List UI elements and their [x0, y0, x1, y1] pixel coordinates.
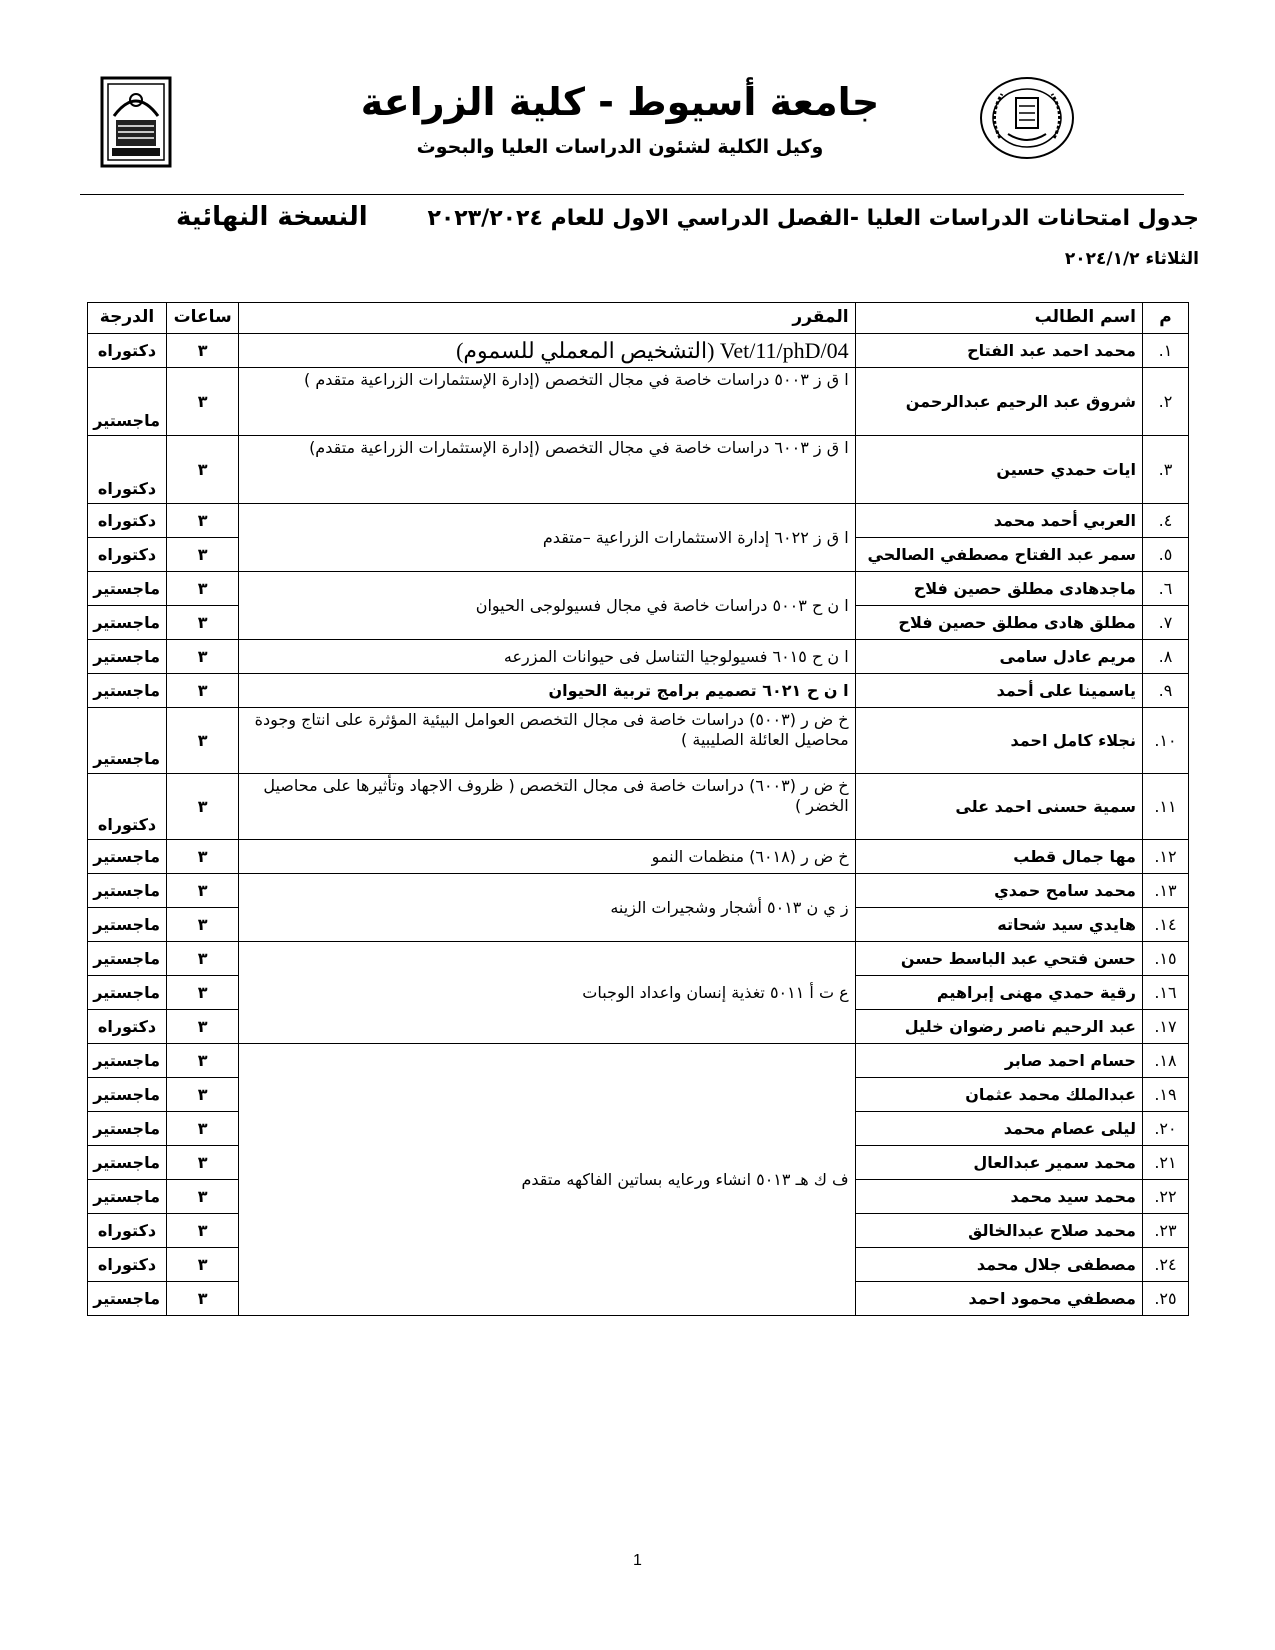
- hours-cell: ٣: [166, 1248, 238, 1282]
- final-copy-label: النسخة النهائية: [176, 202, 368, 232]
- degree-cell: دكتوراه: [88, 1214, 167, 1248]
- row-number: ٢٤.: [1142, 1248, 1188, 1282]
- degree-cell: ماجستير: [88, 368, 167, 436]
- degree-cell: ماجستير: [88, 874, 167, 908]
- row-number: ٥.: [1142, 538, 1188, 572]
- row-number: ٢٢.: [1142, 1180, 1188, 1214]
- page-number: 1: [633, 1552, 642, 1569]
- degree-cell: دكتوراه: [88, 774, 167, 840]
- table-row: [88, 674, 1189, 708]
- hours-cell: ٣: [166, 334, 238, 368]
- table-row: [88, 942, 1189, 976]
- row-number: ١٢.: [1142, 840, 1188, 874]
- degree-cell: ماجستير: [88, 976, 167, 1010]
- degree-cell: دكتوراه: [88, 504, 167, 538]
- degree-cell: دكتوراه: [88, 1010, 167, 1044]
- course-cell: ا ق ز ٥٠٠٣ دراسات خاصة في مجال التخصص (إدارة الإستثمارات الزراعية متقدم ): [239, 368, 855, 436]
- student-name: العربي أحمد محمد: [855, 504, 1142, 538]
- hours-cell: ٣: [166, 504, 238, 538]
- hours-cell: ٣: [166, 1078, 238, 1112]
- hours-cell: ٣: [166, 1112, 238, 1146]
- degree-cell: ماجستير: [88, 674, 167, 708]
- column-header-num: م: [1142, 303, 1188, 334]
- student-name: هايدي سيد شحاته: [855, 908, 1142, 942]
- course-cell: ف ك هـ ٥٠١٣ انشاء ورعايه بساتين الفاكهه متقدم: [239, 1044, 855, 1316]
- course-cell: ا ق ز ٦٠٢٢ إدارة الاستثمارات الزراعية –متقدم: [239, 504, 855, 572]
- table-row: [88, 572, 1189, 606]
- hours-cell: ٣: [166, 538, 238, 572]
- table-header-row: [88, 303, 1189, 334]
- student-name: سمية حسنى احمد على: [855, 774, 1142, 840]
- degree-cell: ماجستير: [88, 572, 167, 606]
- hours-cell: ٣: [166, 368, 238, 436]
- degree-cell: ماجستير: [88, 1044, 167, 1078]
- degree-cell: ماجستير: [88, 1112, 167, 1146]
- row-number: ٢٠.: [1142, 1112, 1188, 1146]
- degree-cell: ماجستير: [88, 606, 167, 640]
- column-header-name: اسم الطالب: [855, 303, 1142, 334]
- course-cell: ا ن ح ٦٠٢١ تصميم برامج تربية الحيوان: [239, 674, 855, 708]
- student-name: مها جمال قطب: [855, 840, 1142, 874]
- table-row: [88, 1044, 1189, 1078]
- hours-cell: ٣: [166, 1146, 238, 1180]
- degree-cell: ماجستير: [88, 908, 167, 942]
- hours-cell: ٣: [166, 874, 238, 908]
- hours-cell: ٣: [166, 674, 238, 708]
- table-row: [88, 840, 1189, 874]
- student-name: حسن فتحي عبد الباسط حسن: [855, 942, 1142, 976]
- degree-cell: ماجستير: [88, 1180, 167, 1214]
- hours-cell: ٣: [166, 976, 238, 1010]
- hours-cell: ٣: [166, 1044, 238, 1078]
- table-row: [88, 436, 1189, 504]
- student-name: ماجدهادى مطلق حصين فلاح: [855, 572, 1142, 606]
- header-divider: [80, 194, 1184, 195]
- university-logo-icon: [100, 76, 172, 168]
- column-header-hours: ساعات: [166, 303, 238, 334]
- course-cell: ع ت أ ٥٠١١ تغذية إنسان واعداد الوجبات: [239, 942, 855, 1044]
- hours-cell: ٣: [166, 774, 238, 840]
- hours-cell: ٣: [166, 1010, 238, 1044]
- course-cell: ا ن ح ٥٠٠٣ دراسات خاصة في مجال فسيولوجى الحيوان: [239, 572, 855, 640]
- hours-cell: ٣: [166, 572, 238, 606]
- row-number: ١.: [1142, 334, 1188, 368]
- page-title: جامعة أسيوط - كلية الزراعة: [360, 80, 880, 124]
- faculty-seal-icon: [978, 76, 1076, 160]
- schedule-title: جدول امتحانات الدراسات العليا -الفصل الدراسي الاول للعام ٢٠٢٣/٢٠٢٤: [427, 206, 1199, 231]
- column-header-course: المقرر: [239, 303, 855, 334]
- student-name: محمد سمير عبدالعال: [855, 1146, 1142, 1180]
- hours-cell: ٣: [166, 708, 238, 774]
- degree-cell: ماجستير: [88, 640, 167, 674]
- row-number: ١٠.: [1142, 708, 1188, 774]
- hours-cell: ٣: [166, 606, 238, 640]
- hours-cell: ٣: [166, 942, 238, 976]
- course-cell: ز ي ن ٥٠١٣ أشجار وشجيرات الزينه: [239, 874, 855, 942]
- row-number: ٨.: [1142, 640, 1188, 674]
- degree-cell: دكتوراه: [88, 538, 167, 572]
- degree-cell: ماجستير: [88, 1078, 167, 1112]
- hours-cell: ٣: [166, 1214, 238, 1248]
- hours-cell: ٣: [166, 908, 238, 942]
- table-row: [88, 504, 1189, 538]
- student-name: محمد سيد محمد: [855, 1180, 1142, 1214]
- hours-cell: ٣: [166, 1180, 238, 1214]
- student-name: مصطفي محمود احمد: [855, 1282, 1142, 1316]
- row-number: ٢٥.: [1142, 1282, 1188, 1316]
- page-subtitle: وكيل الكلية لشئون الدراسات العليا والبحوث: [416, 136, 824, 158]
- row-number: ٧.: [1142, 606, 1188, 640]
- student-name: محمد احمد عبد الفتاح: [855, 334, 1142, 368]
- exam-date: الثلاثاء ٢٠٢٤/١/٢: [1064, 249, 1199, 269]
- table-row: [88, 640, 1189, 674]
- student-name: شروق عبد الرحيم عبدالرحمن: [855, 368, 1142, 436]
- row-number: ١٦.: [1142, 976, 1188, 1010]
- row-number: ١٩.: [1142, 1078, 1188, 1112]
- student-name: محمد سامح حمدي: [855, 874, 1142, 908]
- row-number: ٢.: [1142, 368, 1188, 436]
- course-cell: خ ض ر (٥٠٠٣) دراسات خاصة فى مجال التخصص العوامل البيئية المؤثرة على انتاج وجودة محاصيل العائلة الصليبية ): [239, 708, 855, 774]
- student-name: عبدالملك محمد عثمان: [855, 1078, 1142, 1112]
- student-name: ايات حمدي حسين: [855, 436, 1142, 504]
- student-name: مطلق هادى مطلق حصين فلاح: [855, 606, 1142, 640]
- course-cell: ا ق ز ٦٠٠٣ دراسات خاصة في مجال التخصص (إدارة الإستثمارات الزراعية متقدم): [239, 436, 855, 504]
- degree-cell: ماجستير: [88, 1146, 167, 1180]
- degree-cell: ماجستير: [88, 708, 167, 774]
- row-number: ١٧.: [1142, 1010, 1188, 1044]
- student-name: مريم عادل سامى: [855, 640, 1142, 674]
- hours-cell: ٣: [166, 1282, 238, 1316]
- student-name: ياسمينا على أحمد: [855, 674, 1142, 708]
- row-number: ١٨.: [1142, 1044, 1188, 1078]
- course-cell: ا ن ح ٦٠١٥ فسيولوجيا التناسل فى حيوانات المزرعه: [239, 640, 855, 674]
- row-number: ١٤.: [1142, 908, 1188, 942]
- row-number: ٤.: [1142, 504, 1188, 538]
- course-cell: خ ض ر (٦٠٠٣) دراسات خاصة فى مجال التخصص ( ظروف الاجهاد وتأثيرها على محاصيل الخضر ): [239, 774, 855, 840]
- student-name: سمر عبد الفتاح مصطفي الصالحي: [855, 538, 1142, 572]
- course-cell: خ ض ر (٦٠١٨) منظمات النمو: [239, 840, 855, 874]
- degree-cell: دكتوراه: [88, 436, 167, 504]
- column-header-degree: الدرجة: [88, 303, 167, 334]
- student-name: مصطفى جلال محمد: [855, 1248, 1142, 1282]
- row-number: ١١.: [1142, 774, 1188, 840]
- table-row: [88, 874, 1189, 908]
- degree-cell: ماجستير: [88, 1282, 167, 1316]
- row-number: ١٥.: [1142, 942, 1188, 976]
- row-number: ١٣.: [1142, 874, 1188, 908]
- degree-cell: دكتوراه: [88, 1248, 167, 1282]
- table-row: [88, 774, 1189, 840]
- degree-cell: ماجستير: [88, 942, 167, 976]
- student-name: نجلاء كامل احمد: [855, 708, 1142, 774]
- degree-cell: ماجستير: [88, 840, 167, 874]
- student-name: ليلى عصام محمد: [855, 1112, 1142, 1146]
- student-name: حسام احمد صابر: [855, 1044, 1142, 1078]
- course-cell: Vet/11/phD/04 (التشخيص المعملي للسموم): [239, 334, 855, 368]
- hours-cell: ٣: [166, 436, 238, 504]
- row-number: ٢١.: [1142, 1146, 1188, 1180]
- hours-cell: ٣: [166, 840, 238, 874]
- table-row: [88, 368, 1189, 436]
- student-name: عبد الرحيم ناصر رضوان خليل: [855, 1010, 1142, 1044]
- degree-cell: دكتوراه: [88, 334, 167, 368]
- student-name: رقية حمدي مهنى إبراهيم: [855, 976, 1142, 1010]
- exam-schedule-table: [87, 302, 1189, 1316]
- student-name: محمد صلاح عبدالخالق: [855, 1214, 1142, 1248]
- row-number: ٩.: [1142, 674, 1188, 708]
- row-number: ٣.: [1142, 436, 1188, 504]
- row-number: ٦.: [1142, 572, 1188, 606]
- table-row: [88, 334, 1189, 368]
- hours-cell: ٣: [166, 640, 238, 674]
- table-row: [88, 708, 1189, 774]
- row-number: ٢٣.: [1142, 1214, 1188, 1248]
